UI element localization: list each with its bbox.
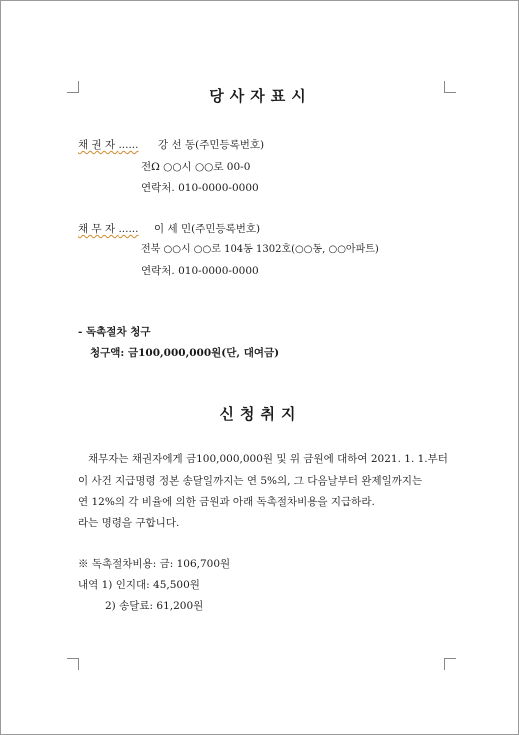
party-title: 당사자표시 [209, 87, 312, 105]
claim-heading: - 독촉절차 청구 [78, 326, 151, 338]
purpose-line: 라는 명령을 구합니다. [78, 517, 180, 529]
purpose-line: 연 12%의 각 비율에 의한 금원과 아래 독촉절차비용을 지급하라. [78, 496, 375, 508]
margin-corner-mark [444, 658, 456, 670]
purpose-line: 이 사건 지급명령 정본 송달일까지는 연 5%의, 그 다음날부터 완제일까지는 [78, 475, 423, 487]
claim-amount: 청구액: 금100,000,000원(단, 대여금) [90, 347, 280, 359]
debtor-address: 전북 ○○시 ○○로 104동 1302호(○○동, ○○아파트) [141, 244, 379, 255]
creditor-name: 강 선 동(주민등록번호) [158, 139, 265, 151]
purpose-title: 신청취지 [219, 405, 302, 423]
cost-item-stamp: 내역 1) 인지대: 45,500원 [78, 579, 200, 591]
debtor-phone: 연락처. 010-0000-0000 [141, 265, 259, 277]
purpose-line: 채무자는 채권자에게 금100,000,000원 및 위 금원에 대하여 2021. 1. 1.부터 [88, 453, 448, 465]
cost-total: ※ 독촉절차비용: 금: 106,700원 [78, 558, 231, 570]
debtor-name: 이 세 민(주민등록번호) [154, 223, 261, 235]
cost-item-delivery: 2) 송달료: 61,200원 [105, 600, 204, 612]
margin-corner-mark [67, 658, 79, 670]
creditor-address: 전Ω ○○시 ○○로 00-0 [141, 161, 251, 173]
creditor-role: 채 권 자 ...... [78, 139, 139, 151]
debtor-role: 채 무 자 ...... [78, 223, 139, 235]
creditor-phone: 연락처. 010-0000-0000 [141, 182, 259, 194]
